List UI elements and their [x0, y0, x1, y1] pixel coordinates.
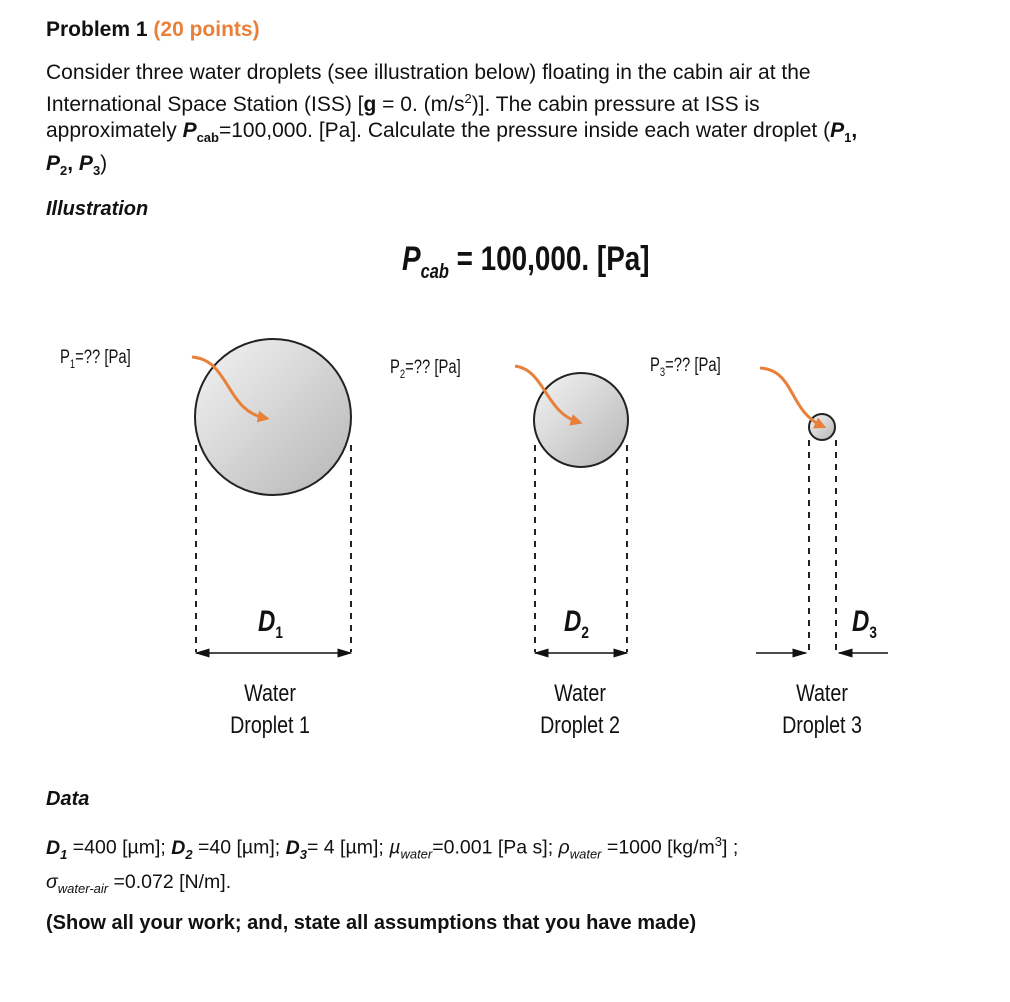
cabin-pressure-label: $P_{cab} = 100,000$. [Pa] [402, 240, 650, 283]
droplet-3-circle [809, 414, 835, 440]
statement-line-2: International Space Station (ISS) [g = 0. $(m/s^2)$]. The cabin pressure at ISS is [46, 91, 760, 116]
droplet-1-diameter-label: $D_1$ [258, 605, 283, 642]
data-heading: Data [46, 788, 90, 810]
statement-line-4: $P_2$, $P_3$) [46, 152, 108, 179]
droplet-1-circle [195, 339, 351, 495]
droplet-1-pressure-label: $P_1=$?? [Pa] [60, 347, 131, 371]
droplet-3-diameter-label: $D_3$ [852, 605, 877, 642]
statement-line-3: approximately $P_{cab}=100,000$. [Pa]. Calculate the pressure inside each water droplet ($P_1$, [46, 119, 858, 146]
instructions: (Show all your work; and, state all assumptions that you have made) [46, 912, 697, 934]
droplet-2-name: Water Droplet 2 [540, 680, 620, 739]
problem-points: (20 points) [153, 18, 260, 41]
droplet-3-name: Water Droplet 3 [782, 680, 862, 739]
problem-number: Problem 1 [46, 18, 148, 41]
droplet-1-name: Water Droplet 1 [230, 680, 310, 739]
data-line-2: $\sigma_{water-air} =0.072$ [N/m]. [46, 871, 232, 897]
data-values [46, 828, 986, 903]
droplet-2-diameter-label: $D_2$ [564, 605, 589, 642]
statement-line-1: Consider three water droplets (see illustration below) floating in the cabin air at the [46, 61, 811, 84]
droplet-2-pressure-label: $P_2=$?? [Pa] [390, 357, 461, 381]
droplet-3-pressure-label: $P_3=$?? [Pa] [650, 355, 721, 379]
droplet-2-circle [534, 373, 628, 467]
illustration-heading: Illustration [46, 198, 149, 220]
data-line-1: $D_1 =400$ [µm]; $D_2 =40$ [µm]; $D_3= 4$ [µm]; µ$_{water}$=0.001 [Pa s]; $\rho_{water} =1000$ $[kg/m^3]$ ; [46, 834, 739, 862]
